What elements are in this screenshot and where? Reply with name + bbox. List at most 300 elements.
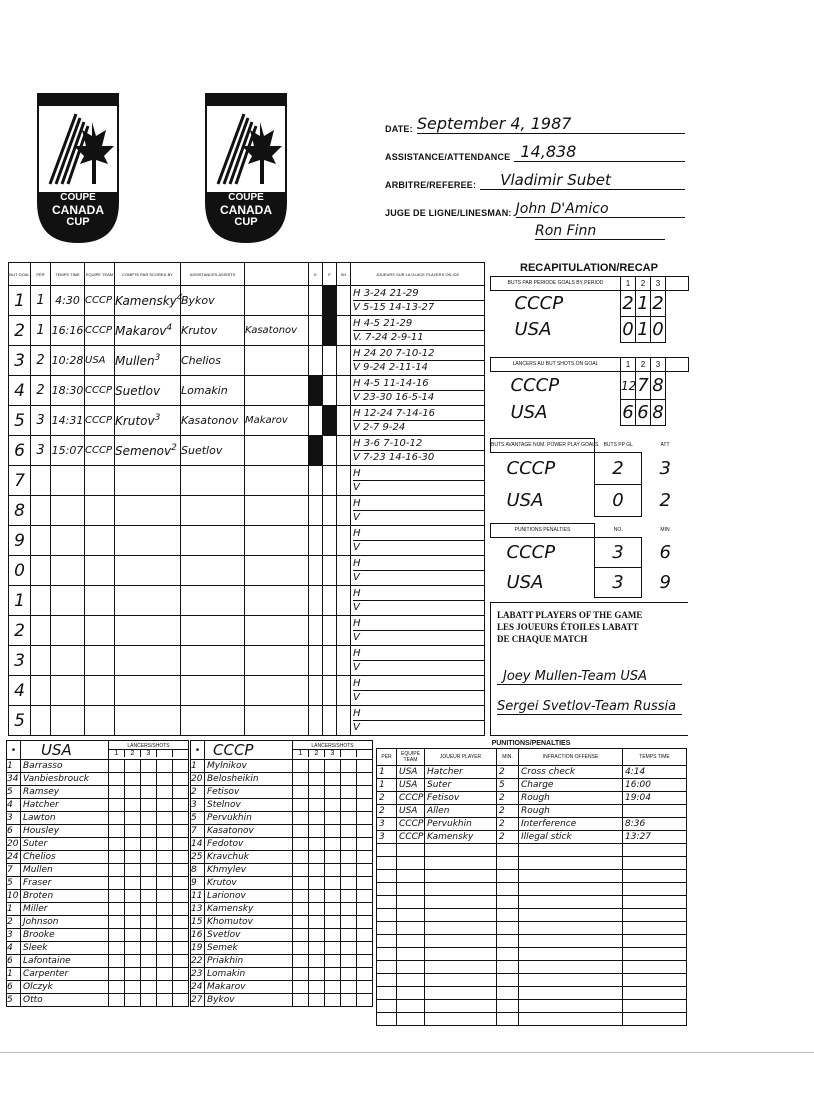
shots-cell [357, 942, 373, 955]
home-players: H 12-24 7-14-16 [353, 407, 484, 421]
shots-cell [309, 994, 325, 1007]
goal-row [9, 586, 485, 616]
penalty-team [397, 1013, 425, 1026]
shots-cell [341, 773, 357, 786]
goal-time [51, 556, 85, 586]
goal-n-text: 1 [14, 590, 25, 611]
goal-flag-cell [337, 406, 351, 436]
goal-flag-cell [309, 346, 323, 376]
goal-a1 [181, 286, 245, 316]
penalty-row [377, 922, 687, 935]
penalty-team: USA [397, 805, 425, 818]
player-number: 1 [7, 760, 21, 773]
shots-cell [141, 773, 157, 786]
shots-cell [309, 773, 325, 786]
shots-cell [309, 864, 325, 877]
shots-cell [309, 812, 325, 825]
penalty-per: 3 [377, 818, 397, 831]
penalty-offense [519, 974, 623, 987]
goal-a2 [245, 286, 309, 316]
goal-scorer [115, 586, 181, 616]
penalty-player [425, 857, 497, 870]
visitor-players: V 5-15 14-13-27 [353, 302, 435, 313]
player-number: 5 [191, 812, 205, 825]
pp-col2-header: ATT [660, 442, 670, 448]
shots-cell [325, 786, 341, 799]
goal-a1 [181, 706, 245, 736]
shots-cell [125, 942, 141, 955]
goal-team [85, 286, 115, 316]
shots-cell [293, 799, 309, 812]
penalty-min [497, 870, 519, 883]
penalty-player [425, 987, 497, 1000]
shots-cell [325, 994, 341, 1007]
visitor-players: V 9-24 2-11-14 [353, 362, 428, 373]
players-on-ice [351, 286, 485, 316]
players-on-ice [351, 586, 485, 616]
player-number: 5 [7, 786, 21, 799]
penalty-team [397, 935, 425, 948]
shots-cell [293, 773, 309, 786]
penalties-recap-header: PUNITIONS PENALTIES [491, 524, 595, 538]
shots-cell [173, 929, 189, 942]
home-players: H 4-5 21-29 [353, 317, 484, 331]
roster-row [7, 773, 189, 786]
penalty-time [623, 909, 687, 922]
roster-row [191, 825, 373, 838]
penalty-header-cell: EQUIPE TEAM [397, 749, 425, 766]
shots-col-1: 1 [109, 750, 125, 757]
shots-cell [125, 760, 141, 773]
penalty-min: 2 [497, 766, 519, 779]
shots-cell [309, 981, 325, 994]
shots-cell [125, 968, 141, 981]
players-on-ice [351, 436, 485, 466]
shots-cell [293, 812, 309, 825]
shots-cell [309, 825, 325, 838]
recap-penalties-table [490, 523, 689, 598]
penalties-table [376, 748, 687, 1026]
penalty-player: Suter [425, 779, 497, 792]
player-name: Sleek [21, 942, 109, 955]
scoring-header-cell: EQUIPE TEAM [85, 263, 115, 286]
penalty-player: Pervukhin [425, 818, 497, 831]
goal-flag-cell [309, 466, 323, 496]
player-name: Lafontaine [21, 955, 109, 968]
home-players: H [353, 587, 484, 601]
shots-cell [141, 864, 157, 877]
player-number: 13 [191, 903, 205, 916]
roster-row [191, 994, 373, 1007]
shots-cell [309, 968, 325, 981]
shots-cell [341, 903, 357, 916]
penalty-offense [519, 883, 623, 896]
penalty-per: 2 [377, 792, 397, 805]
shots-cell [309, 929, 325, 942]
shots-cell [157, 786, 173, 799]
goal-a1-text: Bykov [181, 294, 215, 307]
recap-value: 2 [595, 453, 642, 485]
scoring-header-cell: ASSISTANCES ASSISTS [181, 263, 245, 286]
penalty-row [377, 818, 687, 831]
penalty-offense [519, 844, 623, 857]
shots-cell [293, 903, 309, 916]
penalty-team [397, 844, 425, 857]
roster-row [191, 812, 373, 825]
recap-value: 8 [651, 372, 666, 400]
shots-cell [325, 955, 341, 968]
labatt-box [490, 602, 688, 736]
shots-cell [341, 799, 357, 812]
penalty-time [623, 961, 687, 974]
roster-row [191, 851, 373, 864]
shots-cell [109, 799, 125, 812]
penalty-time: 16:00 [623, 779, 687, 792]
goal-team [85, 346, 115, 376]
shots-cell [293, 942, 309, 955]
shots-cell [309, 799, 325, 812]
shots-cell [157, 877, 173, 890]
goal-scorer-text: Mullen [115, 354, 155, 368]
player-number: 20 [191, 773, 205, 786]
penalty-offense: Interference [519, 818, 623, 831]
penalty-time: 4:14 [623, 766, 687, 779]
goal-per-text: 2 [36, 353, 45, 368]
recap-team: USA [506, 490, 544, 511]
goal-time [51, 616, 85, 646]
goal-a1 [181, 496, 245, 526]
blank-cell [666, 317, 689, 343]
shots-cell [293, 916, 309, 929]
shots-cell [309, 955, 325, 968]
shots-cell [325, 851, 341, 864]
goal-n-text: 0 [14, 560, 25, 581]
shots-cell [341, 968, 357, 981]
home-players: H [353, 617, 484, 631]
shots-cell [157, 903, 173, 916]
player-number: 15 [191, 916, 205, 929]
header-fields [385, 112, 685, 240]
shots-cell [325, 773, 341, 786]
goal-a1 [181, 466, 245, 496]
penalty-per [377, 1000, 397, 1013]
recap-value: 12 [621, 372, 636, 400]
goal-time [51, 526, 85, 556]
roster-row [191, 929, 373, 942]
goal-n [9, 496, 31, 526]
penalty-player [425, 922, 497, 935]
goal-n [9, 406, 31, 436]
roster-row [7, 955, 189, 968]
goal-flag-cell [323, 646, 337, 676]
shots-cell [109, 890, 125, 903]
player-name: Vanbiesbrouck [21, 773, 109, 786]
penalty-time: 13:27 [623, 831, 687, 844]
roster-row [191, 786, 373, 799]
home-players: H 24 20 7-10-12 [353, 347, 484, 361]
shots-cell [341, 825, 357, 838]
goal-row [9, 616, 485, 646]
goal-a1 [181, 316, 245, 346]
shots-cell [325, 838, 341, 851]
shots-cell [341, 942, 357, 955]
goal-flag-cell [323, 526, 337, 556]
goal-team [85, 526, 115, 556]
goal-a1 [181, 586, 245, 616]
shots-cell [293, 877, 309, 890]
home-players: H [353, 527, 484, 541]
goal-time-text: 10:28 [51, 354, 84, 367]
scoring-header-cell: TEMPS TIME [51, 263, 85, 286]
penalty-time: 19:04 [623, 792, 687, 805]
penalty-header-cell: MIN. [497, 749, 519, 766]
player-name: Otto [21, 994, 109, 1007]
goal-n [9, 376, 31, 406]
goal-a2 [245, 316, 309, 346]
goal-flag-cell [323, 286, 337, 316]
goal-flag-cell [337, 676, 351, 706]
penalty-min: 2 [497, 818, 519, 831]
goal-a2 [245, 346, 309, 376]
shots-cell [325, 942, 341, 955]
goal-n-text: 2 [14, 620, 25, 641]
penalty-time [623, 922, 687, 935]
shots-cell [125, 786, 141, 799]
penalty-per [377, 961, 397, 974]
home-players: H [353, 557, 484, 571]
penalty-offense [519, 987, 623, 1000]
shots-cell [141, 760, 157, 773]
penalty-offense [519, 922, 623, 935]
visitor-players: V [353, 512, 360, 523]
roster-row [191, 877, 373, 890]
penalty-per: 3 [377, 831, 397, 844]
roster-row [7, 903, 189, 916]
home-players: H [353, 467, 484, 481]
penalty-player [425, 1000, 497, 1013]
shots-cell [309, 890, 325, 903]
visitor-players: V [353, 542, 360, 553]
penalty-offense: Charge [519, 779, 623, 792]
goal-row [9, 646, 485, 676]
cccp-shots-header-cell [293, 741, 373, 760]
attendance-label: ASSISTANCE/ATTENDANCE [385, 152, 511, 162]
goal-row [9, 376, 485, 406]
goal-a1 [181, 646, 245, 676]
shots-cell [173, 890, 189, 903]
penalty-player [425, 948, 497, 961]
referee-value: Vladimir Subet [480, 171, 685, 190]
shots-cell [357, 773, 373, 786]
penalty-player [425, 870, 497, 883]
cccp-team-name: CCCP [205, 741, 293, 760]
goal-time-text: 16:16 [51, 324, 84, 337]
players-on-ice [351, 346, 485, 376]
goal-team [85, 586, 115, 616]
goal-flag-cell [323, 346, 337, 376]
shots-cell [157, 760, 173, 773]
penalty-offense [519, 1013, 623, 1026]
penalty-time [623, 974, 687, 987]
penalty-offense [519, 935, 623, 948]
goal-flag-cell [309, 316, 323, 346]
player-number: 3 [7, 929, 21, 942]
goal-team [85, 676, 115, 706]
shots-cell [173, 916, 189, 929]
shots-cell [141, 799, 157, 812]
player-number: 7 [191, 825, 205, 838]
goal-per [31, 496, 51, 526]
penalty-row [377, 857, 687, 870]
goal-time [51, 406, 85, 436]
shots-cell [173, 838, 189, 851]
penalty-row [377, 961, 687, 974]
shots-cell [157, 864, 173, 877]
player-number: 5 [7, 994, 21, 1007]
attendance-value: 14,838 [514, 142, 685, 162]
shots-cell [357, 994, 373, 1007]
players-on-ice [351, 646, 485, 676]
penalty-per [377, 922, 397, 935]
goal-flag-cell [323, 676, 337, 706]
goal-flag-cell [323, 556, 337, 586]
shots-cell [357, 825, 373, 838]
period-1-header: 1 [621, 358, 636, 372]
player-name: Lawton [21, 812, 109, 825]
scoring-header-cell [245, 263, 309, 286]
player-number: 1 [191, 760, 205, 773]
roster-row [191, 799, 373, 812]
scoring-header-row [9, 263, 485, 286]
goal-row [9, 316, 485, 346]
penalty-min [497, 974, 519, 987]
date-label: DATE: [385, 124, 413, 134]
star-player-2: Sergei Svetlov-Team Russia [497, 699, 682, 715]
shots-cell [109, 786, 125, 799]
roster-row [7, 851, 189, 864]
shots-cell [173, 981, 189, 994]
goal-per [31, 706, 51, 736]
players-on-ice [351, 676, 485, 706]
penalty-row [377, 779, 687, 792]
shots-cell [109, 968, 125, 981]
blank-cell [666, 372, 689, 400]
penalty-team [397, 870, 425, 883]
penalty-time [623, 1000, 687, 1013]
visitor-players: V. 7-24 2-9-11 [353, 332, 424, 343]
scoring-header-cell: BUT GOAL [9, 263, 31, 286]
penalty-row [377, 844, 687, 857]
players-on-ice [351, 616, 485, 646]
goal-scorer [115, 676, 181, 706]
player-number: 1 [7, 968, 21, 981]
visitor-players: V [353, 482, 360, 493]
shots-cell [357, 929, 373, 942]
shots-cell [293, 864, 309, 877]
shots-cell [341, 786, 357, 799]
goal-time-text: 18:30 [51, 384, 84, 397]
recap-value: 2 [659, 490, 671, 511]
shots-cell [357, 916, 373, 929]
logo-line1: COUPE [228, 192, 264, 203]
shots-cell [125, 916, 141, 929]
penalty-player [425, 896, 497, 909]
goal-per [31, 676, 51, 706]
player-number: 16 [191, 929, 205, 942]
recap-value: 0 [651, 317, 666, 343]
shots-cell [173, 968, 189, 981]
shots-cell [109, 955, 125, 968]
shots-cell [325, 981, 341, 994]
goal-row [9, 676, 485, 706]
player-name: Fedotov [205, 838, 293, 851]
player-name: Mylnikov [205, 760, 293, 773]
shots-col-total [173, 750, 188, 757]
player-name: Stelnov [205, 799, 293, 812]
shots-cell [157, 812, 173, 825]
scoring-header-cell: COMPTE PAR SCORED BY [115, 263, 181, 286]
logo-line1: COUPE [60, 192, 96, 203]
penalty-team: CCCP [397, 831, 425, 844]
shots-cell [341, 864, 357, 877]
goal-flag-cell [309, 436, 323, 466]
goal-a1-text: Suetlov [181, 444, 223, 457]
goal-row [9, 346, 485, 376]
shots-cell [157, 916, 173, 929]
shots-col-ot [341, 750, 357, 757]
goal-per [31, 316, 51, 346]
shots-cell [325, 864, 341, 877]
penalty-min [497, 896, 519, 909]
shots-cell [357, 851, 373, 864]
penalty-row [377, 766, 687, 779]
goal-per [31, 616, 51, 646]
goal-team [85, 496, 115, 526]
scoring-header-cell: PER [31, 263, 51, 286]
shots-cell [293, 981, 309, 994]
goal-n [9, 676, 31, 706]
penalty-row [377, 909, 687, 922]
penalty-offense: Cross check [519, 766, 623, 779]
goal-team [85, 436, 115, 466]
shots-cell [293, 929, 309, 942]
shots-on-goal-header: LANCERS AU BUT SHOTS ON GOAL [491, 358, 621, 372]
scorer-goal-count: 2 [171, 443, 177, 453]
goal-n-text: 8 [14, 500, 25, 521]
goal-time-text: 15:07 [51, 444, 84, 457]
logo-line3: CUP [234, 216, 258, 228]
shots-cell [357, 877, 373, 890]
shots-cell [141, 942, 157, 955]
shots-cell [141, 903, 157, 916]
shots-cell [157, 994, 173, 1007]
goal-flag-cell [309, 526, 323, 556]
goal-a2 [245, 526, 309, 556]
goal-a2 [245, 376, 309, 406]
penalty-min: 5 [497, 779, 519, 792]
penalty-min [497, 935, 519, 948]
roster-row [191, 773, 373, 786]
goal-scorer [115, 526, 181, 556]
player-name: Krutov [205, 877, 293, 890]
shots-cell [109, 916, 125, 929]
scorer-goal-count: 4 [166, 323, 173, 333]
penalty-min: 2 [497, 792, 519, 805]
roster-row [7, 994, 189, 1007]
shots-cell [109, 994, 125, 1007]
cccp-shots-header: LANCERS/SHOTS [293, 744, 372, 750]
penalty-time [623, 805, 687, 818]
